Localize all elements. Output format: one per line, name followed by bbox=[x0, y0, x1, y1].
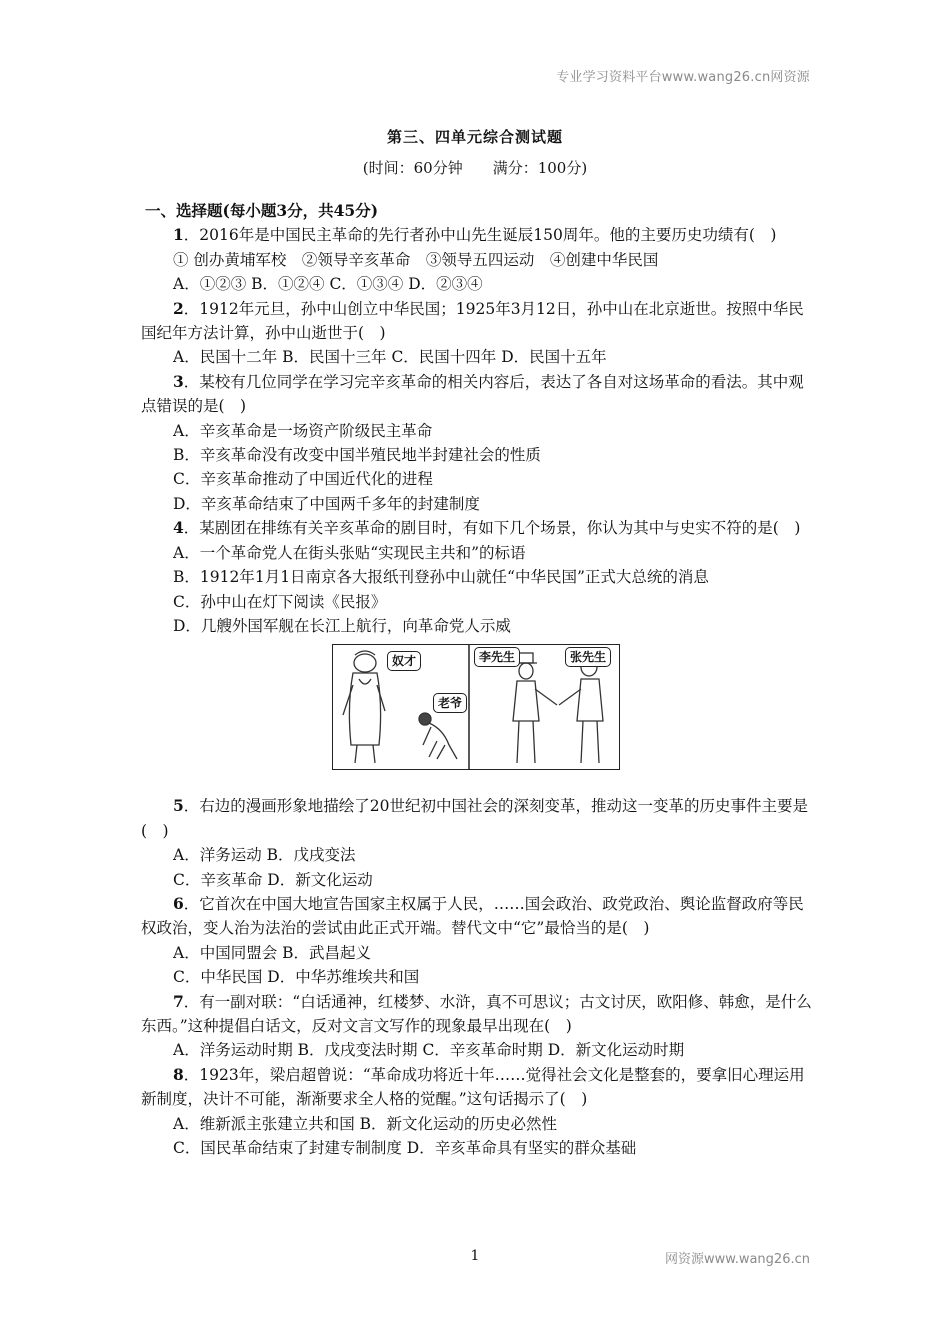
question-number: 1 bbox=[173, 225, 184, 245]
option-line: A．一个革命党人在街头张贴“实现民主共和”的标语 bbox=[173, 543, 526, 562]
question-3 bbox=[141, 370, 813, 419]
question-5 bbox=[141, 794, 813, 843]
question-stem: ．它首次在中国大地宣告国家主权属于人民，……国会政治、政党政治、舆论监督政府等民权政治，变人治为法治的尝试由此正式开端。替代文中“它”最恰当的是( ) bbox=[141, 894, 804, 938]
page-subtitle: (时间：60分钟 满分：100分) bbox=[362, 159, 588, 177]
question-8 bbox=[141, 1063, 813, 1112]
page-title: 第三、四单元综合测试题 bbox=[386, 128, 563, 146]
title-block bbox=[0, 126, 950, 178]
question-stem: ．有一副对联：“白话通神，红楼梦、水浒，真不可思议；古文讨厌，欧阳修、韩愈，是什么东西。”这种提倡白话文，反对文言文写作的现象最早出现在( ) bbox=[141, 992, 812, 1035]
question-number: 7 bbox=[173, 991, 184, 1011]
option-line: C．辛亥革命推动了中国近代化的进程 bbox=[173, 470, 433, 489]
question-1 bbox=[141, 223, 813, 247]
question-number: 4 bbox=[173, 518, 184, 538]
question-number: 2 bbox=[173, 298, 184, 318]
question-1-items: ① 创办黄埔军校 ②领导辛亥革命 ③领导五四运动 ④创建中华民国 bbox=[173, 250, 659, 269]
footer-watermark: 网资源www.wang26.cn bbox=[665, 1252, 810, 1267]
option-line: C．国民革命结束了封建专制制度 D．辛亥革命具有坚实的群众基础 bbox=[173, 1139, 637, 1157]
option-line: A．中国同盟会 B．武昌起义 bbox=[173, 943, 372, 962]
section-heading: 一、选择题(每小题3分，共45分) bbox=[145, 201, 379, 220]
question-2 bbox=[141, 297, 813, 346]
question-4 bbox=[141, 516, 813, 540]
question-stem: ．2016年是中国民主革命的先行者孙中山先生诞辰150周年。他的主要历史功绩有( ) bbox=[183, 226, 777, 245]
option-line: D．辛亥革命结束了中国两千多年的封建制度 bbox=[173, 494, 480, 513]
question-number: 5 bbox=[173, 796, 184, 816]
option-line: A．维新派主张建立共和国 B．新文化运动的历史必然性 bbox=[173, 1114, 558, 1133]
option-line: C．孙中山在灯下阅读《民报》 bbox=[173, 592, 387, 611]
speech-bubble: 奴才 bbox=[387, 651, 421, 671]
question-7 bbox=[141, 990, 813, 1039]
option-line: A．洋务运动 B．戊戌变法 bbox=[173, 846, 356, 865]
question-number: 8 bbox=[173, 1064, 184, 1084]
option-line: C．辛亥革命 D．新文化运动 bbox=[173, 870, 373, 889]
option-line: B．1912年1月1日南京各大报纸刊登孙中山就任“中华民国”正式大总统的消息 bbox=[173, 568, 709, 587]
speech-bubble: 老爷 bbox=[433, 693, 467, 713]
gentleman-left bbox=[513, 653, 557, 763]
page-number: 1 bbox=[470, 1248, 480, 1264]
question-number: 3 bbox=[173, 371, 184, 391]
question-stem: ．某校有几位同学在学习完辛亥革命的相关内容后，表达了各自对这场革命的看法。其中观点错误的是( ) bbox=[141, 372, 804, 416]
official-figure bbox=[343, 651, 385, 763]
option-line: A．辛亥革命是一场资产阶级民主革命 bbox=[173, 421, 433, 440]
servant-figure bbox=[419, 713, 457, 759]
option-line: B．辛亥革命没有改变中国半殖民地半封建社会的性质 bbox=[173, 446, 541, 465]
header-watermark: 专业学习资料平台www.wang26.cn网资源 bbox=[556, 70, 810, 85]
question-6 bbox=[141, 892, 813, 941]
speech-bubble: 李先生 bbox=[474, 647, 520, 667]
question-stem: ．1912年元旦，孙中山创立中华民国；1925年3月12日，孙中山在北京逝世。按照中华民国纪年方法计算，孙中山逝世于( ) bbox=[141, 299, 804, 343]
option-line: A．洋务运动时期 B．戊戌变法时期 C．辛亥革命时期 D．新文化运动时期 bbox=[173, 1041, 685, 1060]
option-line: C．中华民国 D．中华苏维埃共和国 bbox=[173, 968, 420, 987]
question-stem: ．某剧团在排练有关辛亥革命的剧目时，有如下几个场景，你认为其中与史实不符的是( ) bbox=[183, 519, 801, 538]
option-line: A．①②③ B．①②④ C．①③④ D．②③④ bbox=[173, 275, 483, 294]
option-line: A．民国十二年 B．民国十三年 C．民国十四年 D．民国十五年 bbox=[173, 348, 607, 367]
speech-bubble: 张先生 bbox=[565, 647, 611, 667]
exam-content bbox=[141, 199, 813, 1160]
gentleman-right bbox=[559, 658, 603, 763]
question-number: 6 bbox=[173, 893, 184, 913]
question-stem: ．1923年，梁启超曾说：“革命成功将近十年……觉得社会文化是整套的，要拿旧心理运用新制度，决计不可能，渐渐要求全人格的觉醒。”这句话揭示了( ) bbox=[141, 1065, 805, 1109]
cartoon-image bbox=[332, 644, 620, 770]
option-line: D．几艘外国军舰在长江上航行，向革命党人示威 bbox=[173, 616, 511, 635]
question-stem: ．右边的漫画形象地描绘了20世纪初中国社会的深刻变革，推动这一变革的历史事件主要是( ) bbox=[141, 797, 809, 840]
